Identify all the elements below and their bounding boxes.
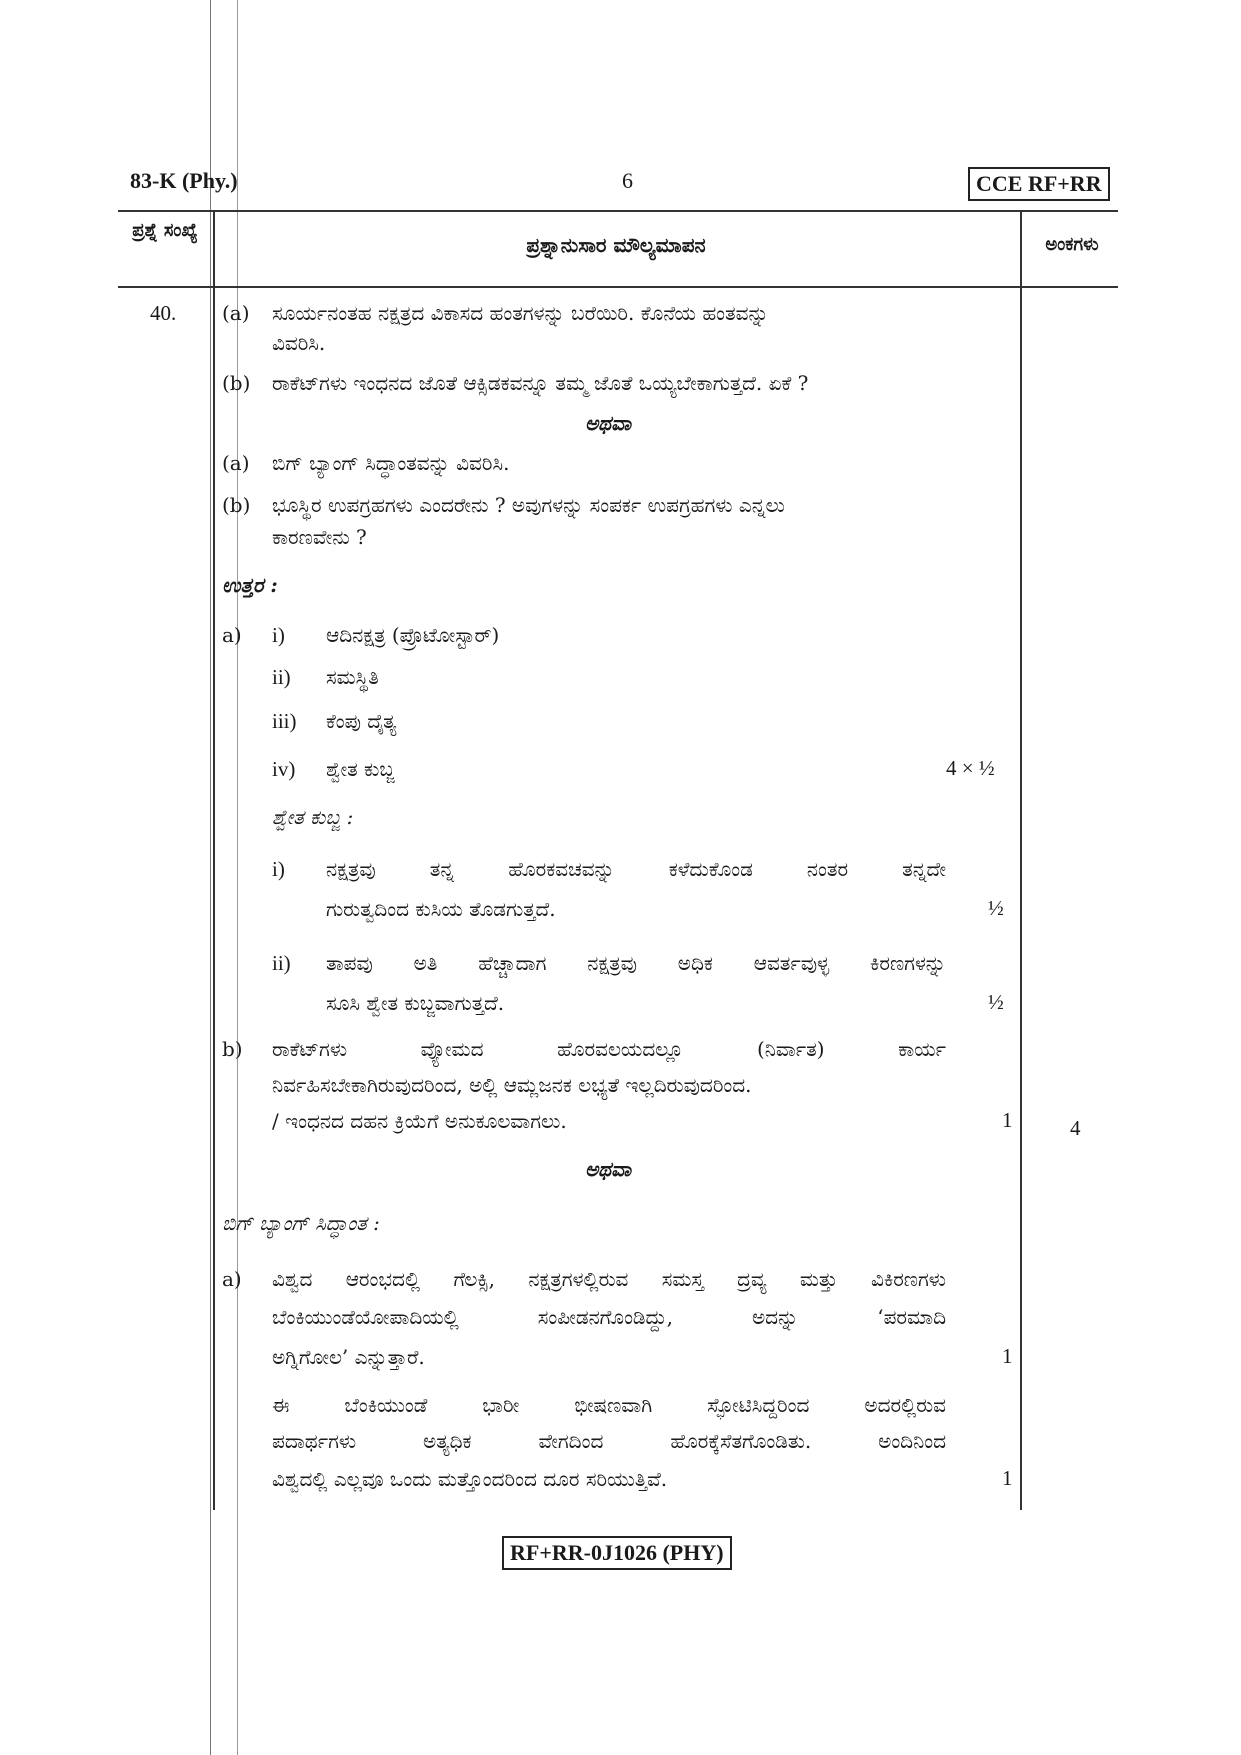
stage-number: ii) <box>272 665 291 689</box>
wd-point-number: ii) <box>272 951 291 975</box>
stage-number: i) <box>272 623 285 647</box>
q-part-a-label: (a) <box>222 301 250 325</box>
wd-point-text: ತಾಪವು ಅತಿ ಹೆಚ್ಚಾದಾಗ ನಕ್ಷತ್ರವು ಅಧಿಕ ಆವರ್ತವುಳ್ಳ ಕಿರಣಗಳನ್ನು <box>326 951 946 975</box>
big-bang-para-text: ಈ ಬೆಂಕಿಯುಂಡೆ ಭಾರೀ ಭೀಷಣವಾಗಿ ಸ್ಫೋಟಿಸಿದ್ದರಿಂದ ಅದರಲ್ಲಿರುವ <box>272 1393 946 1417</box>
table-col-divider <box>213 210 215 1510</box>
table-top-rule <box>118 210 1118 212</box>
col-header-marks: ಅಂಕಗಳು <box>1045 234 1099 255</box>
stage-number: iii) <box>272 709 297 733</box>
wd-point-number: i) <box>272 857 285 881</box>
wd-point-text: ನಕ್ಷತ್ರವು ತನ್ನ ಹೊರಕವಚವನ್ನು ಕಳೆದುಕೊಂಡ ನಂತರ ತನ್ನದೇ <box>326 857 946 881</box>
wd-point-mark: ½ <box>988 896 1004 920</box>
q-or-divider: ಅಥವಾ <box>585 411 631 435</box>
answer-b-mark: 1 <box>1002 1108 1013 1132</box>
white-dwarf-heading: ಶ್ವೇತ ಕುಬ್ಜ : <box>272 805 354 829</box>
margin-line <box>237 0 238 1755</box>
big-bang-a-text-cont: ಅಗ್ನಿಗೋಲ’ ಎನ್ನುತ್ತಾರೆ. <box>272 1345 425 1369</box>
answer-b-text-cont: ನಿರ್ವಹಿಸಬೇಕಾಗಿರುವುದರಿಂದ, ಅಲ್ಲಿ ಆಮ್ಲಜನಕ ಲಭ್ಯತೆ ಇಲ್ಲದಿರುವುದರಿಂದ. <box>272 1073 752 1097</box>
page-number: 6 <box>622 168 633 193</box>
stage-text: ಶ್ವೇತ ಕುಬ್ಜ <box>326 757 395 781</box>
footer-code: RF+RR-0J1026 (PHY) <box>502 1536 732 1570</box>
big-bang-a-mark: 1 <box>1002 1344 1013 1368</box>
q-alt-b-text: ಭೂಸ್ಥಿರ ಉಪಗ್ರಹಗಳು ಎಂದರೇನು ? ಅವುಗಳನ್ನು ಸಂಪರ್ಕ ಉಪಗ್ರಹಗಳು ಎನ್ನಲು <box>272 493 785 517</box>
q-alt-b-text-cont: ಕಾರಣವೇನು ? <box>272 525 367 549</box>
answer-b-text: ರಾಕೆಟ್‌ಗಳು ವ್ಯೋಮದ ಹೊರವಲಯದಲ್ಲೂ (ನಿರ್ವಾತ) ಕಾರ್ಯ <box>272 1037 946 1061</box>
q-alt-b-label: (b) <box>222 493 251 517</box>
series-badge: CCE RF+RR <box>968 167 1110 201</box>
paper-code: 83-K (Phy.) <box>130 168 238 193</box>
big-bang-para-text-cont: ವಿಶ್ವದಲ್ಲಿ ಎಲ್ಲವೂ ಒಂದು ಮತ್ತೊಂದರಿಂದ ದೂರ ಸರಿಯುತ್ತಿವೆ. <box>272 1467 668 1491</box>
table-header-rule <box>118 286 1118 288</box>
stage-text: ಸಮಸ್ಥಿತಿ <box>326 665 379 689</box>
q-alt-a-text: ಬಿಗ್ ಬ್ಯಾಂಗ್ ಸಿದ್ಧಾಂತವನ್ನು ವಿವರಿಸಿ. <box>272 451 510 475</box>
q-part-a-text-cont: ವಿವರಿಸಿ. <box>272 331 326 355</box>
table-col-divider <box>1020 210 1022 1510</box>
question-number: 40. <box>150 301 177 325</box>
big-bang-para-mark: 1 <box>1002 1466 1013 1490</box>
answer-b-label: b) <box>222 1037 243 1061</box>
stage-number: iv) <box>272 757 296 781</box>
stage-text: ಆದಿನಕ್ಷತ್ರ (ಪ್ರೊಟೋಸ್ಟಾರ್) <box>326 623 500 647</box>
wd-point-text-cont: ಗುರುತ್ವದಿಂದ ಕುಸಿಯ ತೊಡಗುತ್ತದೆ. <box>326 897 556 921</box>
wd-point-text-cont: ಸೂಸಿ ಶ್ವೇತ ಕುಬ್ಜವಾಗುತ್ತದೆ. <box>326 991 505 1015</box>
q-part-b-text: ರಾಕೆಟ್‌ಗಳು ಇಂಧನದ ಜೊತೆ ಆಕ್ಸಿಡಕವನ್ನೂ ತಮ್ಮ ಜೊತೆ ಒಯ್ಯಬೇಕಾಗುತ್ತದೆ. ಏಕೆ ? <box>272 371 809 395</box>
q-alt-a-label: (a) <box>222 451 250 475</box>
total-mark: 4 <box>1070 1116 1081 1140</box>
big-bang-para-text-cont: ಪದಾರ್ಥಗಳು ಅತ್ಯಧಿಕ ವೇಗದಿಂದ ಹೊರಕ್ಕೆಸೆತಗೊಂಡಿತು. ಅಂದಿನಿಂದ <box>272 1429 946 1453</box>
q-part-b-label: (b) <box>222 371 251 395</box>
big-bang-a-text: ವಿಶ್ವದ ಆರಂಭದಲ್ಲಿ ಗೆಲಕ್ಸಿ, ನಕ್ಷತ್ರಗಳಲ್ಲಿರುವ ಸಮಸ್ತ ದ್ರವ್ಯ ಮತ್ತು ವಿಕಿರಣಗಳು <box>272 1267 946 1291</box>
big-bang-a-label: a) <box>222 1267 242 1291</box>
answer-a-label: a) <box>222 623 242 647</box>
stages-mark: 4 × ½ <box>946 756 995 780</box>
wd-point-mark: ½ <box>988 990 1004 1014</box>
col-header-evaluation: ಪ್ರಶ್ನಾನುಸಾರ ಮೌಲ್ಯಮಾಪನ <box>526 233 706 257</box>
answer-b-text-cont: / ಇಂಧನದ ದಹನ ಕ್ರಿಯೆಗೆ ಅನುಕೂಲವಾಗಲು. <box>272 1109 567 1133</box>
margin-line <box>210 0 211 1755</box>
big-bang-a-text-cont: ಬೆಂಕಿಯುಂಡೆಯೋಪಾದಿಯಲ್ಲಿ ಸಂಪೀಡನಗೊಂಡಿದ್ದು, ಅದನ್ನು ‘ಪರಮಾದಿ <box>272 1305 946 1329</box>
col-header-question-no: ಪ್ರಶ್ನೆ ಸಂಖ್ಯೆ <box>132 220 198 241</box>
big-bang-heading: ಬಿಗ್ ಬ್ಯಾಂಗ್ ಸಿದ್ಧಾಂತ : <box>222 1211 380 1235</box>
answer-or-divider: ಅಥವಾ <box>585 1157 631 1181</box>
stage-text: ಕೆಂಪು ದೈತ್ಯ <box>326 709 397 733</box>
q-part-a-text: ಸೂರ್ಯನಂತಹ ನಕ್ಷತ್ರದ ವಿಕಾಸದ ಹಂತಗಳನ್ನು ಬರೆಯಿರಿ. ಕೊನೆಯ ಹಂತವನ್ನು <box>272 301 769 325</box>
answer-heading: ಉತ್ತರ : <box>222 573 278 597</box>
